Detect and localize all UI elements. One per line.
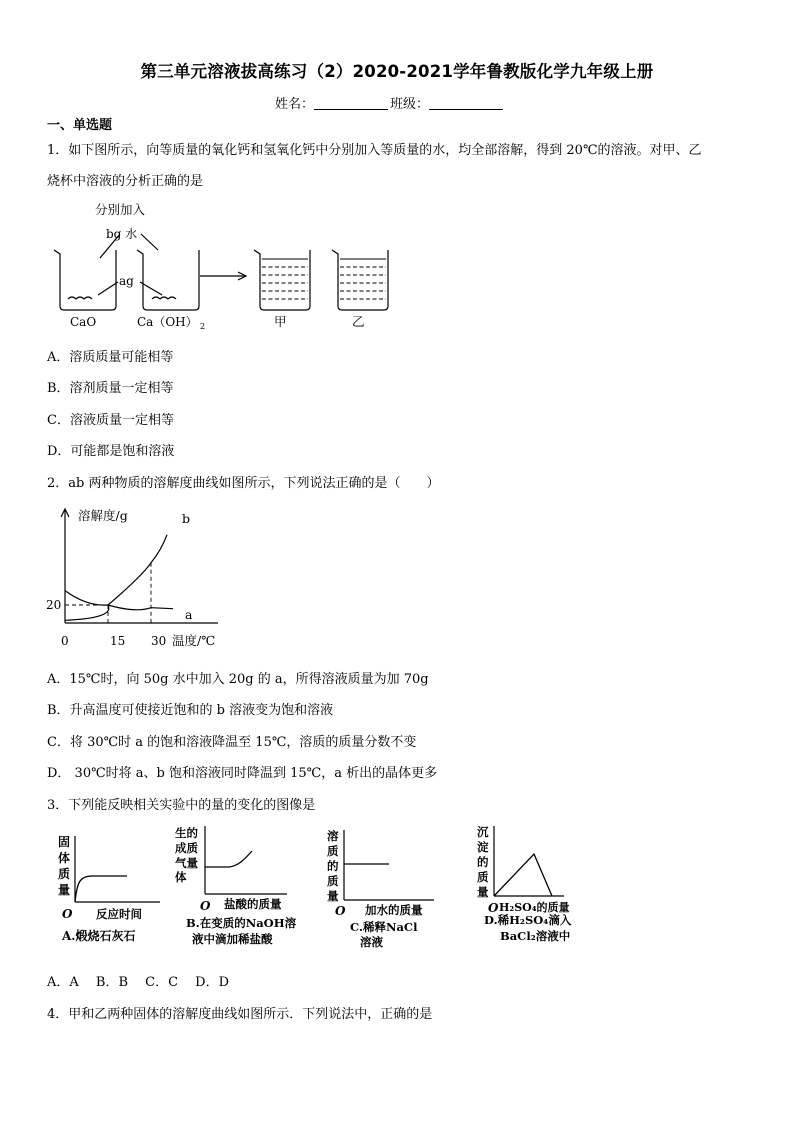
svg-text:淀: 淀	[477, 840, 489, 854]
name-blank[interactable]	[314, 97, 388, 110]
q3-graph-d	[472, 820, 612, 954]
graph-b-curve	[205, 851, 252, 867]
q2-option-b[interactable]: B．升高温度可使接近饱和的 b 溶液变为饱和溶液	[47, 703, 334, 718]
series-b-tail	[151, 535, 167, 563]
solubility-chart	[40, 498, 240, 658]
q3-options[interactable]: A．A B．B C．C D．D	[47, 975, 230, 990]
series-b-curve	[65, 563, 151, 621]
section-heading: 一、单选题	[47, 118, 113, 133]
page-title: 第三单元溶液拔高练习（2）2020-2021学年鲁教版化学九年级上册	[140, 62, 654, 81]
chart-ylabel: 溶解度/g	[78, 508, 128, 523]
q1-stem-line1: 1．如下图所示，向等质量的氧化钙和氢氧化钙中分别加入等质量的水，均全部溶解，得到 20℃的溶液。对甲、乙	[47, 143, 702, 158]
svg-text:成质: 成质	[175, 841, 198, 855]
svg-text:O: O	[62, 907, 73, 921]
graph-b-caption1: B.在变质的NaOH溶	[186, 916, 297, 930]
class-label: 班级：	[390, 97, 430, 112]
beaker-label-cao: CaO	[70, 315, 97, 329]
cao-solid-icon	[68, 297, 92, 299]
q1-option-b[interactable]: B．溶剂质量一定相等	[47, 381, 174, 396]
svg-text:气量: 气量	[175, 856, 198, 870]
chart-origin: 0	[61, 634, 69, 648]
svg-text:的: 的	[477, 855, 489, 869]
svg-text:沉: 沉	[477, 825, 489, 839]
fig-water-label: bg 水	[106, 227, 138, 241]
beaker-label-yi: 乙	[352, 314, 365, 329]
fig-solid-label: ag	[119, 274, 134, 288]
q2-stem: 2．ab 两种物质的溶解度曲线如图所示，下列说法正确的是（ ）	[47, 476, 440, 491]
graph-d-caption2: BaCl₂溶液中	[500, 929, 571, 943]
svg-text:固: 固	[58, 835, 71, 849]
fig-add-label: 分别加入	[95, 202, 146, 217]
q1-option-a[interactable]: A．溶质质量可能相等	[47, 350, 174, 365]
beaker-label-jia: 甲	[274, 314, 287, 329]
class-blank[interactable]	[429, 97, 503, 110]
q1-option-d[interactable]: D．可能都是饱和溶液	[47, 444, 175, 459]
svg-text:质: 质	[327, 874, 339, 888]
svg-text:O: O	[200, 899, 211, 913]
svg-text:O: O	[335, 904, 346, 918]
beaker-label-caoh2: Ca（OH）	[137, 315, 198, 329]
q3-stem: 3．下列能反映相关实验中的量的变化的图像是	[47, 798, 316, 813]
q3-graph-c	[322, 824, 454, 954]
q3-graph-b	[172, 824, 312, 954]
series-a-tail	[151, 608, 173, 609]
q1-stem-line2: 烧杯中溶液的分析正确的是	[47, 174, 204, 189]
q2-option-a[interactable]: A．15℃时，向 50g 水中加入 20g 的 a，所得溶液质量为加 70g	[47, 672, 429, 687]
chart-xlabel: 温度/℃	[172, 633, 216, 648]
graph-c-xlabel: 加水的质量	[365, 903, 423, 917]
caoh2-solid-icon	[152, 297, 176, 299]
svg-text:量: 量	[477, 885, 489, 899]
svg-text:质: 质	[327, 844, 339, 858]
graph-c-caption1: C.稀释NaCl	[350, 920, 418, 934]
graph-b-xlabel: 盐酸的质量	[224, 897, 282, 911]
svg-text:O: O	[488, 901, 499, 915]
graph-a-caption: A.煅烧石灰石	[62, 929, 136, 943]
svg-text:体: 体	[58, 851, 71, 865]
q2-option-d[interactable]: D． 30℃时将 a、b 饱和溶液同时降温到 15℃，a 析出的晶体更多	[47, 766, 438, 781]
y-tick-20: 20	[46, 598, 62, 612]
series-label-b: b	[182, 511, 191, 526]
student-info-line	[275, 93, 505, 112]
graph-a-curve	[75, 876, 127, 902]
q1-option-c[interactable]: C．溶液质量一定相等	[47, 413, 174, 428]
svg-text:溶: 溶	[327, 829, 339, 843]
q1-beaker-figure	[40, 198, 400, 333]
svg-text:量: 量	[327, 889, 339, 903]
svg-text:的: 的	[327, 859, 339, 873]
svg-text:体: 体	[175, 870, 187, 884]
svg-text:生的: 生的	[175, 826, 198, 840]
graph-d-caption1: D.稀H₂SO₄滴入	[484, 913, 572, 927]
x-tick-30: 30	[151, 634, 167, 648]
graph-a-xlabel: 反应时间	[96, 907, 142, 921]
graph-d-curve	[494, 854, 552, 896]
q4-stem: 4．甲和乙两种固体的溶解度曲线如图所示．下列说法中，正确的是	[47, 1007, 433, 1022]
q3-graph-a	[52, 824, 164, 954]
series-label-a: a	[185, 607, 193, 622]
graph-d-xlabel: H₂SO₄的质量	[499, 901, 570, 914]
q2-option-c[interactable]: C．将 30℃时 a 的饱和溶液降温至 15℃，溶质的质量分数不变	[47, 735, 417, 750]
svg-text:质: 质	[58, 867, 71, 881]
svg-text:量: 量	[58, 883, 71, 897]
beaker-label-caoh2-sub: 2	[200, 322, 206, 331]
graph-c-caption2: 溶液	[360, 935, 383, 949]
x-tick-15: 15	[110, 634, 126, 648]
graph-b-caption2: 液中滴加稀盐酸	[192, 932, 273, 946]
svg-text:质: 质	[477, 870, 489, 884]
name-label: 姓名：	[275, 97, 315, 112]
